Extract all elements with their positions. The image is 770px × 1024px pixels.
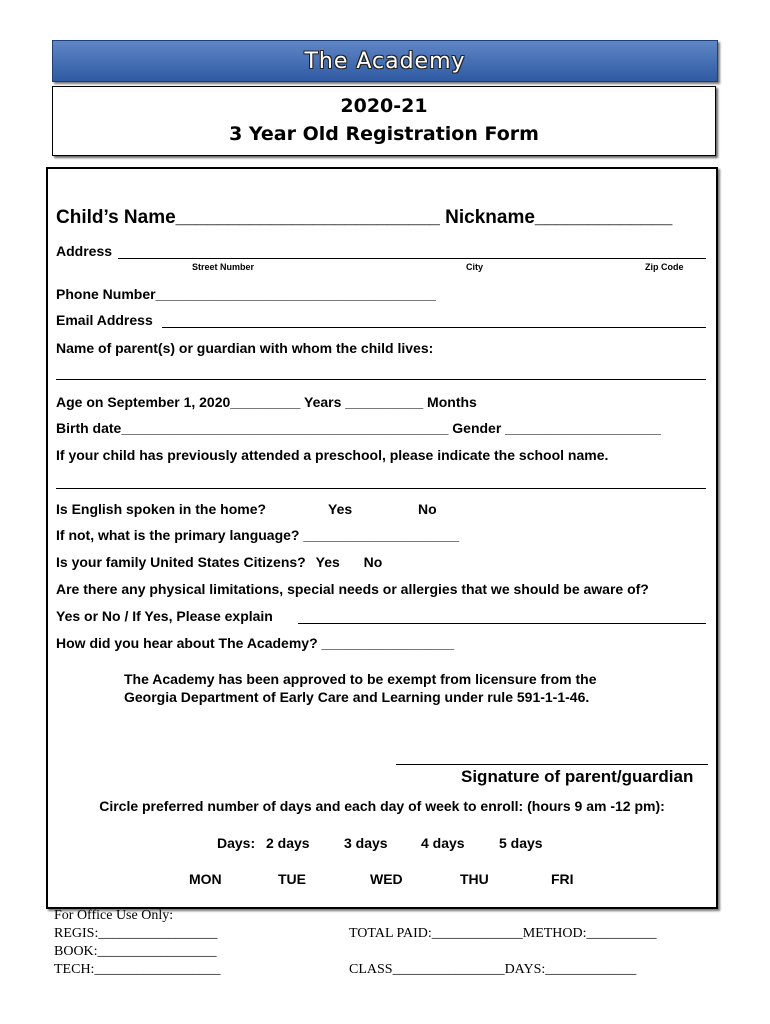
citizens-row xyxy=(56,554,382,570)
explain-field[interactable] xyxy=(298,623,706,624)
weekday-tue[interactable]: TUE xyxy=(278,871,306,887)
years-field[interactable]: __________ xyxy=(345,394,424,410)
age-label: Age on September 1, 2020 xyxy=(56,394,231,410)
citizens-no[interactable]: No xyxy=(363,554,383,570)
weekday-wed[interactable]: WED xyxy=(370,871,403,887)
child-name-field[interactable]: _________________________ xyxy=(175,207,440,228)
zip-caption: Zip Code xyxy=(645,262,684,272)
hear-row xyxy=(56,635,454,651)
address-field[interactable] xyxy=(118,258,706,259)
gender-label: Gender xyxy=(452,420,502,436)
preschool-field[interactable] xyxy=(56,488,706,489)
office-book[interactable]: BOOK:_________________ xyxy=(54,944,217,959)
months-label: Months xyxy=(427,394,477,410)
phone-field[interactable]: ____________________________________ xyxy=(155,286,436,302)
days-option-2[interactable]: 2 days xyxy=(266,835,310,851)
weekday-mon[interactable]: MON xyxy=(189,871,222,887)
days-option-4[interactable]: 4 days xyxy=(421,835,465,851)
limitations-label: Are there any physical limitations, special needs or allergies that we should be aware of? xyxy=(56,581,649,597)
registration-form xyxy=(46,167,718,909)
nickname-field[interactable]: _____________ xyxy=(534,207,673,228)
email-field[interactable] xyxy=(162,327,706,328)
signature-label: Signature of parent/guardian xyxy=(461,767,694,786)
signature-field[interactable] xyxy=(396,764,708,765)
days-label: Days: xyxy=(217,835,256,851)
gender-field[interactable]: ____________________ xyxy=(505,420,661,436)
english-row xyxy=(56,501,437,517)
citizens-label: Is your family United States Citizens? xyxy=(56,554,306,570)
weekday-thu[interactable]: THU xyxy=(460,871,489,887)
language-field[interactable]: ____________________ xyxy=(303,527,460,543)
days-option-3[interactable]: 3 days xyxy=(344,835,388,851)
banner xyxy=(52,40,718,82)
birth-label: Birth date xyxy=(56,420,122,436)
explain-label: Yes or No / If Yes, Please explain xyxy=(56,608,273,624)
form-year: 2020-21 xyxy=(340,95,428,117)
birth-field[interactable]: __________________________________________ xyxy=(121,420,449,436)
weekday-fri[interactable]: FRI xyxy=(551,871,574,887)
phone-label: Phone Number xyxy=(56,286,156,302)
circle-instructions: Circle preferred number of days and each day of week to enroll: (hours 9 am -12 pm): xyxy=(99,798,665,814)
office-heading: For Office Use Only: xyxy=(54,908,174,923)
nickname-label: Nickname xyxy=(445,207,535,228)
english-yes[interactable]: Yes xyxy=(328,501,353,517)
street-caption: Street Number xyxy=(192,262,255,272)
exempt-line-2: Georgia Department of Early Care and Learning under rule 591-1-1-46. xyxy=(124,689,590,705)
child-name-row xyxy=(56,207,672,229)
preschool-label: If your child has previously attended a preschool, please indicate the school name. xyxy=(56,447,609,463)
birth-row xyxy=(56,420,661,436)
citizens-yes[interactable]: Yes xyxy=(315,554,340,570)
title-box xyxy=(52,86,716,156)
english-label: Is English spoken in the home? xyxy=(56,501,267,517)
age-field[interactable]: _________ xyxy=(230,394,301,410)
english-no[interactable]: No xyxy=(418,501,437,517)
banner-title: The Academy xyxy=(304,48,466,74)
office-class-days[interactable]: CLASS________________DAYS:_____________ xyxy=(349,962,637,977)
language-row xyxy=(56,527,459,543)
city-caption: City xyxy=(466,262,484,272)
exempt-line-1: The Academy has been approved to be exempt from licensure from the xyxy=(124,671,597,687)
parent-field[interactable] xyxy=(56,379,706,380)
parent-label: Name of parent(s) or guardian with whom the child lives: xyxy=(56,340,434,356)
email-label: Email Address xyxy=(56,312,153,328)
form-title: 3 Year Old Registration Form xyxy=(229,123,539,145)
days-option-5[interactable]: 5 days xyxy=(499,835,543,851)
age-row xyxy=(56,394,477,410)
hear-label: How did you hear about The Academy? xyxy=(56,635,318,651)
language-label: If not, what is the primary language? xyxy=(56,527,300,543)
office-total-paid[interactable]: TOTAL PAID:_____________METHOD:__________ xyxy=(349,926,657,941)
address-label: Address xyxy=(56,243,113,259)
years-label: Years xyxy=(304,394,342,410)
office-tech[interactable]: TECH:__________________ xyxy=(54,962,221,977)
office-regis[interactable]: REGIS:_________________ xyxy=(54,926,218,941)
hear-field[interactable]: _________________ xyxy=(321,635,454,651)
child-name-label: Child’s Name xyxy=(56,207,176,228)
phone-row xyxy=(56,286,436,302)
